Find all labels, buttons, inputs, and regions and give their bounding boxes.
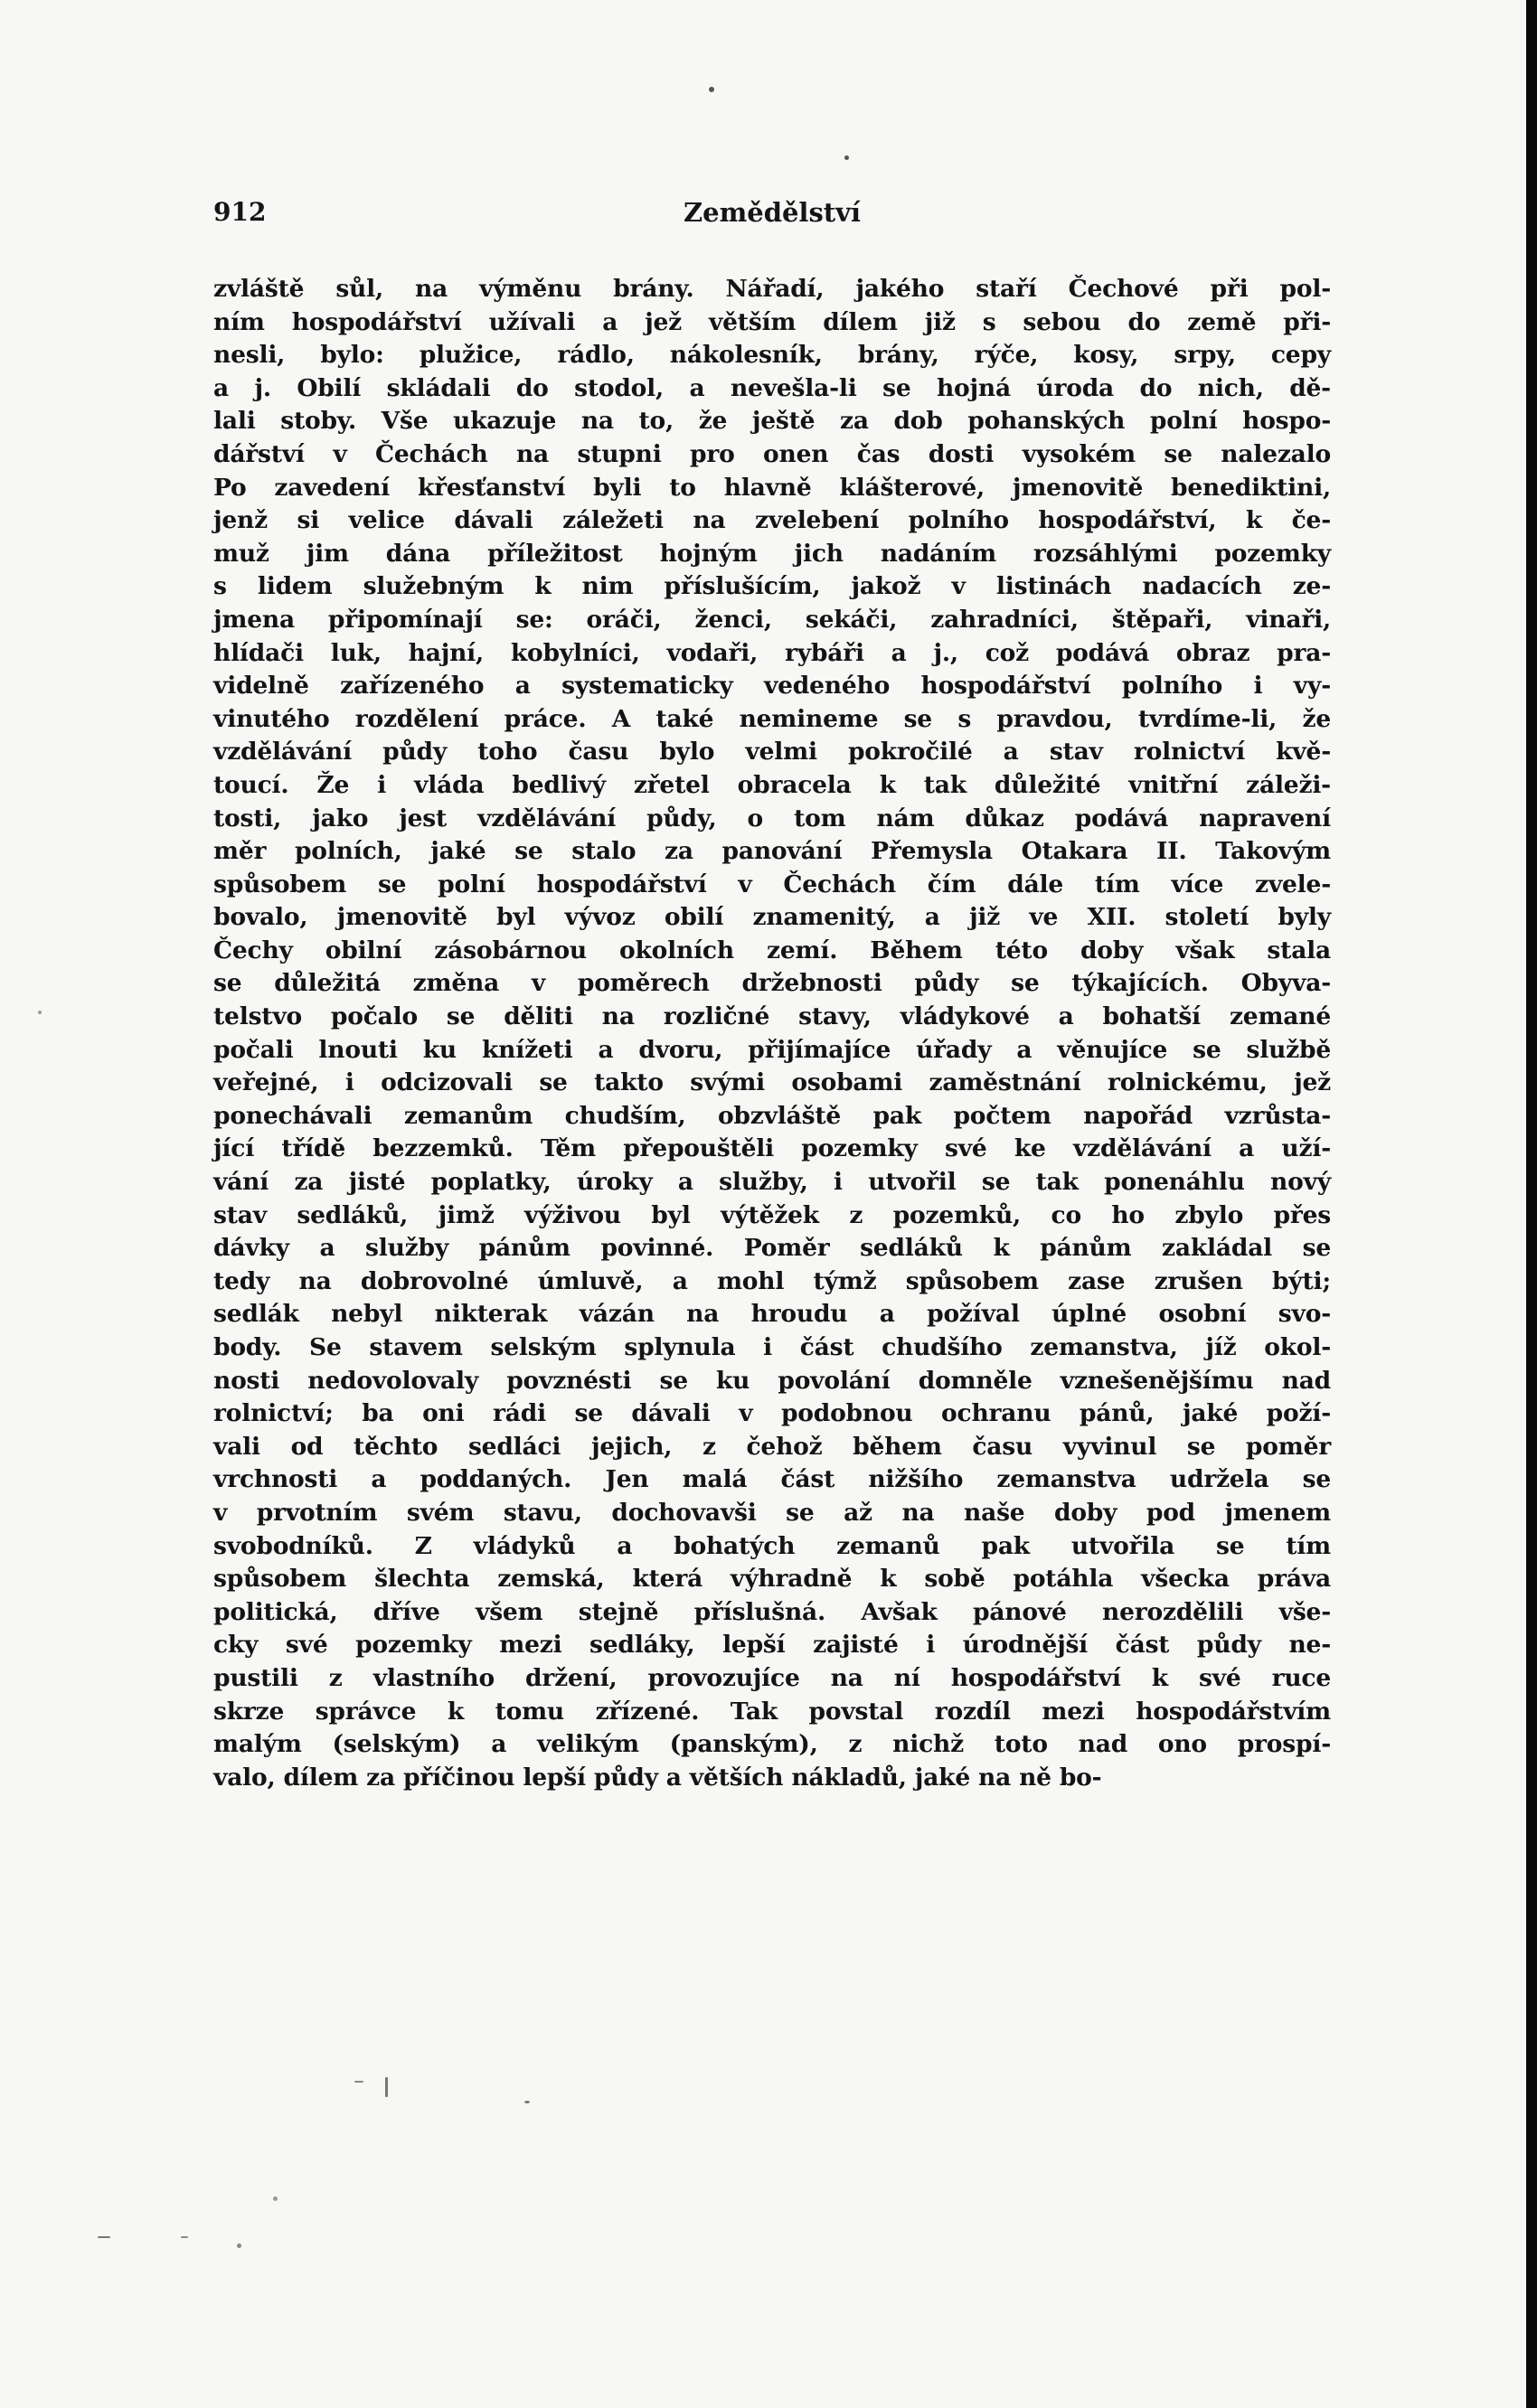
text-line: hlídači luk, hajní, kobylníci, vodaři, rybáři a j., což podává obraz pra- xyxy=(213,638,1331,667)
text-line: veřejné, i odcizovali se takto svými osobami zaměstnání rolnickému, jež xyxy=(213,1068,1331,1097)
text-line: pustili z vlastního držení, provozujíce na ní hospodářství k své ruce xyxy=(213,1663,1331,1692)
scan-speck xyxy=(354,2081,363,2083)
text-line: malým (selským) a velikým (panským), z nichž toto nad ono prospí- xyxy=(213,1730,1331,1759)
text-line: počali lnouti ku knížeti a dvoru, přijímajíce úřady a věnujíce se službě xyxy=(213,1035,1331,1064)
text-line: svobodníků. Z vládyků a bohatých zemanů pak utvořila se tím xyxy=(213,1531,1331,1560)
text-line: ním hospodářství užívali a jež větším dílem již s sebou do země při- xyxy=(213,307,1331,336)
scan-speck xyxy=(273,2196,278,2201)
text-line: lali stoby. Vše ukazuje na to, že ještě za dob pohanských polní hospo- xyxy=(213,407,1331,436)
text-line: jenž si velice dávali záležeti na zvelebení polního hospodářství, k če- xyxy=(213,506,1331,535)
text-line: tosti, jako jest vzdělávání půdy, o tom nám důkaz podává napravení xyxy=(213,804,1331,832)
text-line: skrze správce k tomu zřízené. Tak povstal rozdíl mezi hospodářstvím xyxy=(213,1697,1331,1726)
text-line: stav sedláků, jimž výživou byl výtěžek z pozemků, co ho zbylo přes xyxy=(213,1200,1331,1229)
text-line: vzdělávání půdy toho času bylo velmi pokročilé a stav rolnictví kvě- xyxy=(213,738,1331,767)
scan-speck xyxy=(385,2077,388,2097)
text-line: politická, dříve všem stejně příslušná. Avšak pánové nerozdělili vše- xyxy=(213,1597,1331,1626)
scan-speck xyxy=(98,2236,110,2238)
text-line: se důležitá změna v poměrech držebnosti půdy se týkajících. Obyva- xyxy=(213,969,1331,998)
text-line: rolnictví; ba oni rádi se dávali v podobnou ochranu pánů, jaké poží- xyxy=(213,1399,1331,1428)
text-line: body. Se stavem selským splynula i část chudšího zemanstva, jíž okol- xyxy=(213,1333,1331,1361)
text-line: ponechávali zemanům chudším, obzvláště pak počtem napořád vzrůsta- xyxy=(213,1101,1331,1130)
text-line: vinutého rozdělení práce. A také nemineme se s pravdou, tvrdíme-li, že xyxy=(213,704,1331,733)
body-text xyxy=(213,273,1331,1794)
running-title: Zemědělství xyxy=(683,197,862,228)
text-line: valo, dílem za příčinou lepší půdy a větších nákladů, jaké na ně bo- xyxy=(213,1763,1102,1792)
scan-speck xyxy=(844,155,849,160)
text-line: toucí. Že i vláda bedlivý zřetel obracela k tak důležité vnitřní záleži- xyxy=(213,770,1331,799)
text-line: Po zavedení křesťanství byli to hlavně klášterové, jmenovitě benediktini, xyxy=(213,473,1331,502)
text-line: jmena připomínají se: oráči, ženci, sekáči, zahradníci, štěpaři, vinaři, xyxy=(213,605,1331,634)
text-line: spůsobem šlechta zemská, která výhradně k sobě potáhla všecka práva xyxy=(213,1565,1331,1594)
text-line: vrchnosti a poddaných. Jen malá část nižšího zemanstva udržela se xyxy=(213,1465,1331,1494)
text-line: Čechy obilní zásobárnou okolních zemí. Během této doby však stala xyxy=(213,936,1331,964)
text-line: v prvotním svém stavu, dochovavši se až na naše doby pod jmenem xyxy=(213,1498,1331,1527)
text-line: videlně zařízeného a systematicky vedeného hospodářství polního i vy- xyxy=(213,672,1331,701)
text-line: bovalo, jmenovitě byl vývoz obilí znamenitý, a již ve XII. století byly xyxy=(213,903,1331,932)
text-line: dářství v Čechách na stupni pro onen čas dosti vysokém se nalezalo xyxy=(213,439,1331,468)
text-line: jící třídě bezzemků. Těm přepouštěli pozemky své ke vzdělávání a uží- xyxy=(213,1134,1331,1163)
text-line: nesli, bylo: plužice, rádlo, nákolesník, brány, rýče, kosy, srpy, cepy xyxy=(213,341,1331,370)
page-number: 912 xyxy=(213,197,267,227)
scan-speck xyxy=(709,87,714,92)
text-line: telstvo počalo se děliti na rozličné stavy, vládykové a bohatší zemané xyxy=(213,1002,1331,1031)
text-line: muž jim dána příležitost hojným jich nadáním rozsáhlými pozemky xyxy=(213,539,1331,568)
page-header xyxy=(213,197,1331,233)
text-line: zvláště sůl, na výměnu brány. Nářadí, jakého staří Čechové při pol- xyxy=(213,275,1331,303)
text-line: nosti nedovolovaly povznésti se ku povolání domněle vznešenějšímu nad xyxy=(213,1366,1331,1395)
text-line: cky své pozemky mezi sedláky, lepší zajisté i úrodnější část půdy ne- xyxy=(213,1631,1331,1660)
text-line: sedlák nebyl nikterak vázán na hroudu a požíval úplné osobní svo- xyxy=(213,1300,1331,1329)
text-line: dávky a služby pánům povinné. Poměr sedláků k pánům zakládal se xyxy=(213,1234,1331,1263)
text-line: vání za jisté poplatky, úroky a služby, i utvořil se tak ponenáhlu nový xyxy=(213,1168,1331,1197)
text-line: s lidem služebným k nim příslušícím, jakož v listinách nadacích ze- xyxy=(213,572,1331,601)
scan-speck xyxy=(237,2243,241,2248)
text-line: a j. Obilí skládali do stodol, a nevešla-li se hojná úroda do nich, dě- xyxy=(213,373,1331,402)
scan-speck xyxy=(181,2236,188,2238)
scan-speck xyxy=(38,1011,42,1014)
text-line: spůsobem se polní hospodářství v Čechách čím dále tím více zvele- xyxy=(213,870,1331,898)
text-line: vali od těchto sedláci jejich, z čehož během času vyvinul se poměr xyxy=(213,1432,1331,1461)
text-line: tedy na dobrovolné úmluvě, a mohl týmž spůsobem zase zrušen býti; xyxy=(213,1266,1331,1295)
scan-speck xyxy=(524,2101,530,2103)
text-line: měr polních, jaké se stalo za panování Přemysla Otakara II. Takovým xyxy=(213,837,1331,866)
scan-border xyxy=(1526,0,1537,2408)
